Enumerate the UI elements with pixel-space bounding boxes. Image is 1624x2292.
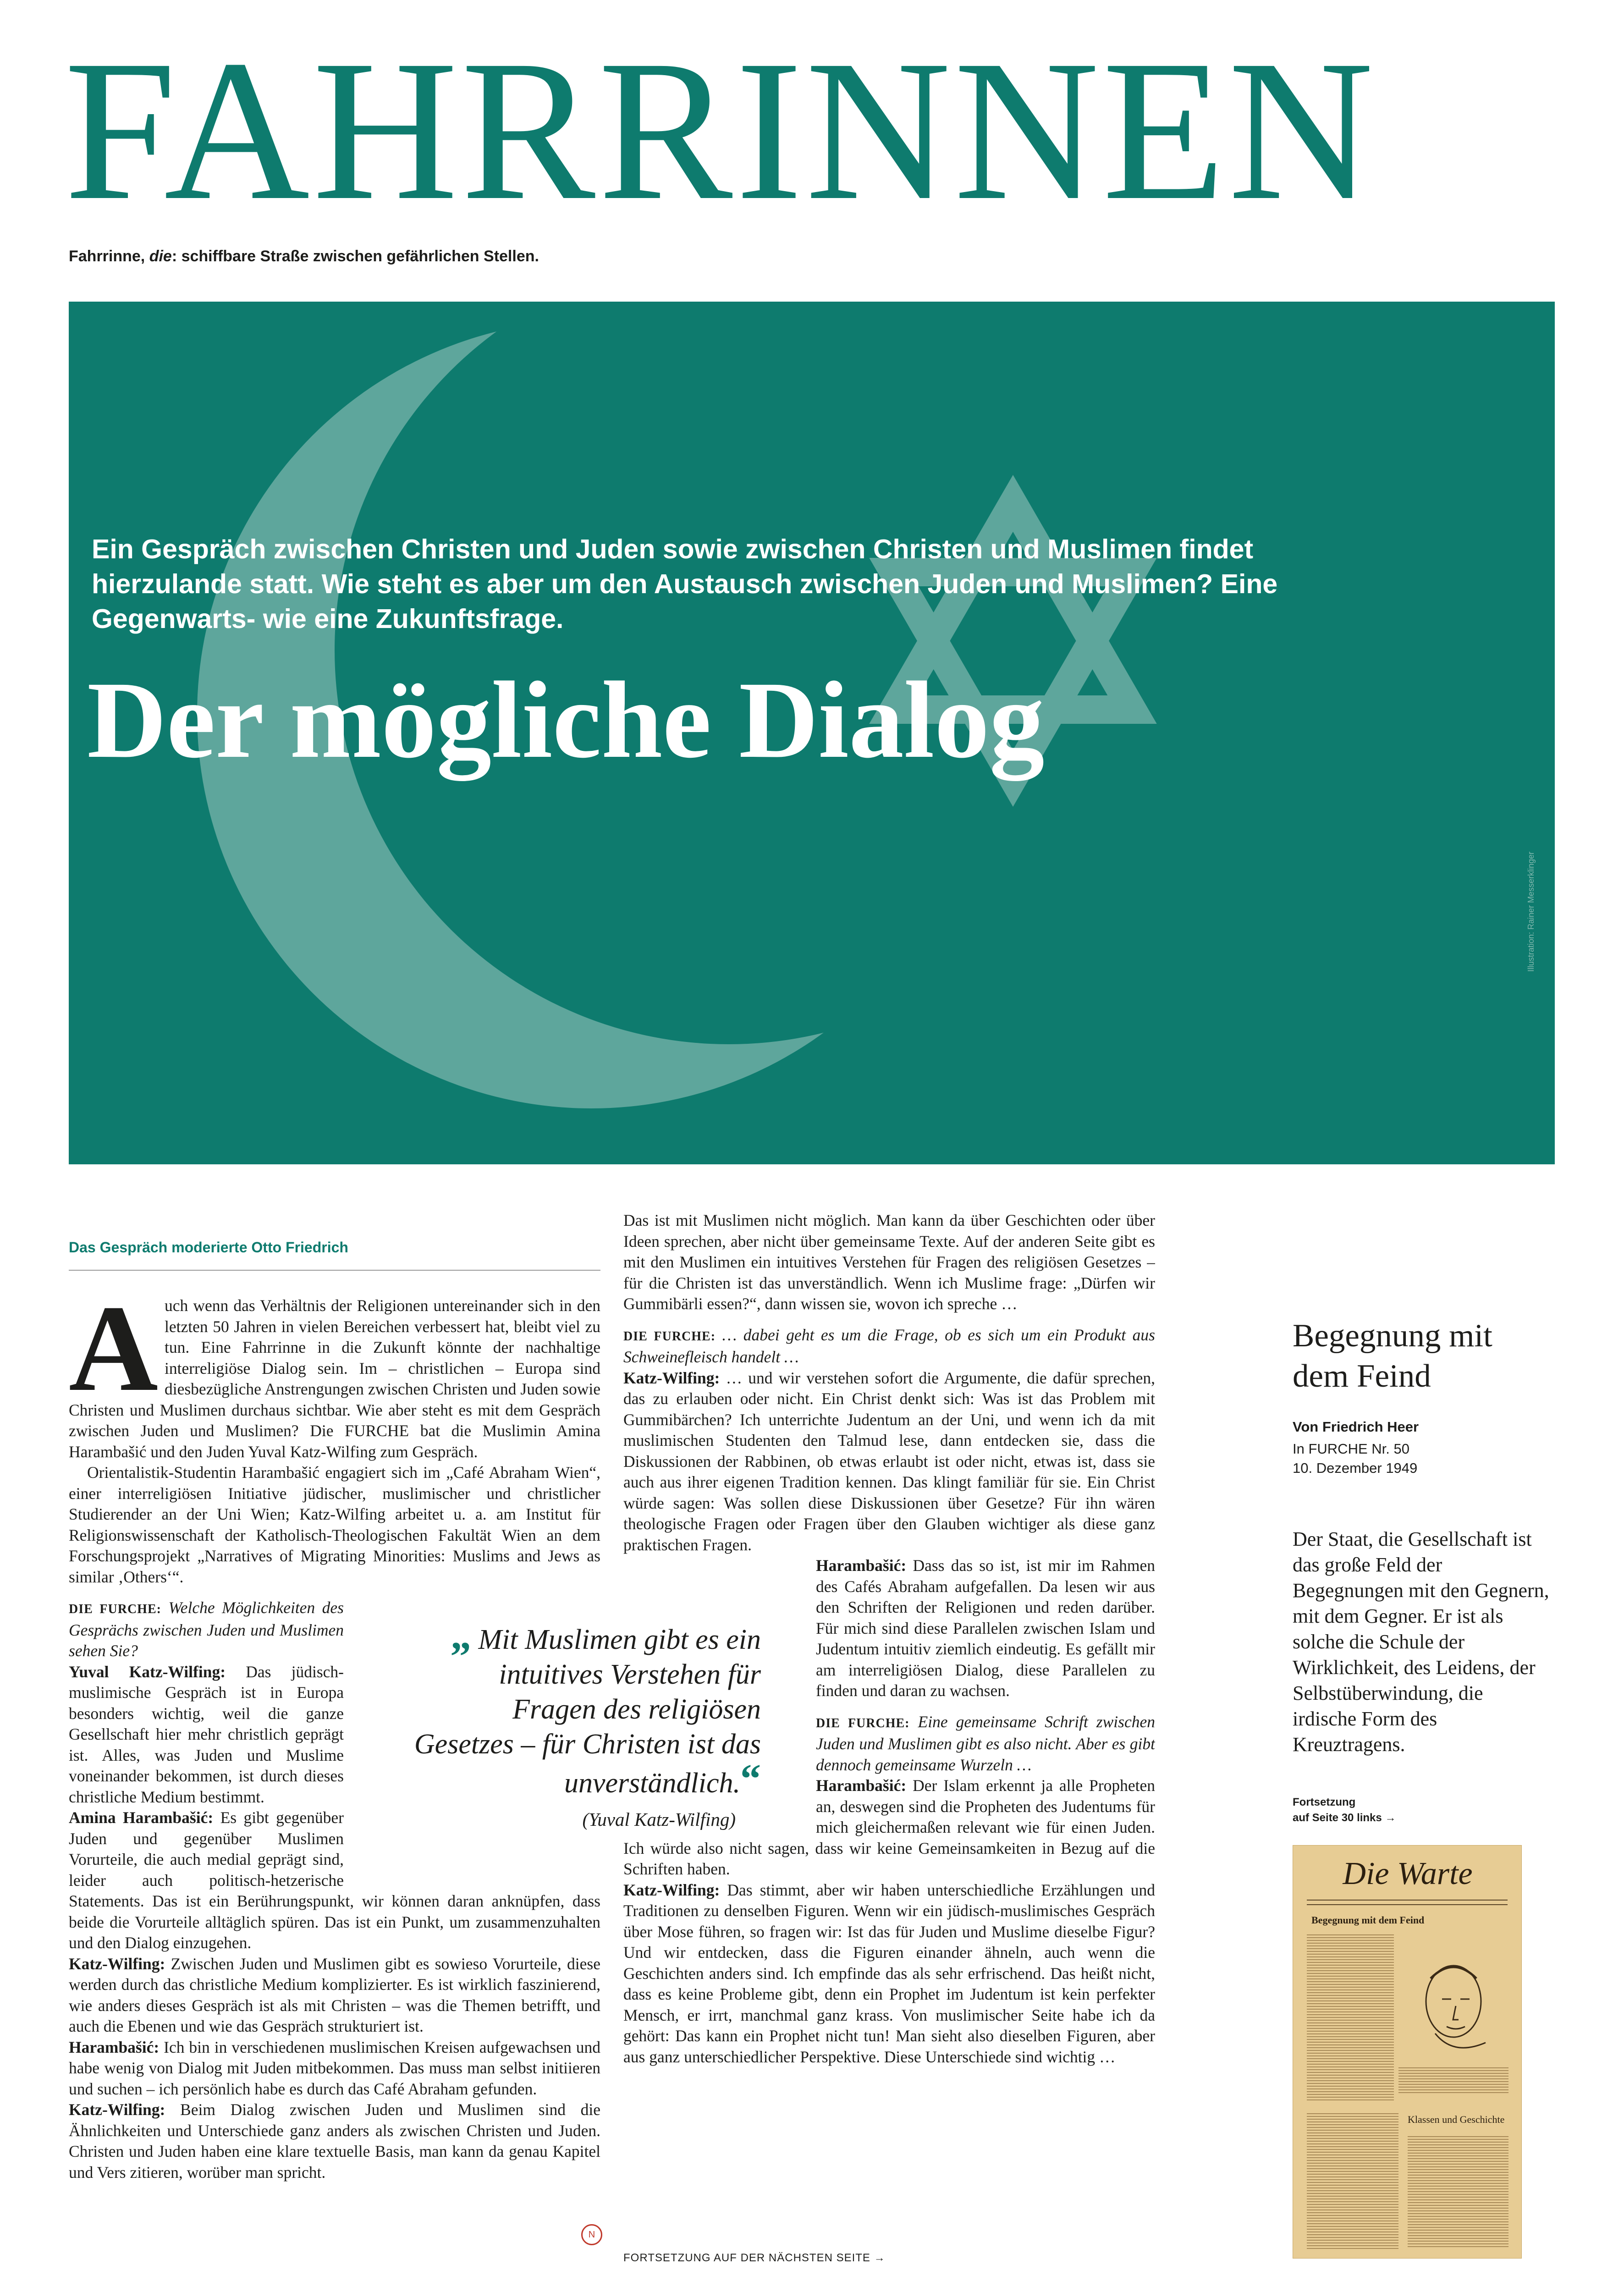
hero-lead: Ein Gespräch zwischen Christen und Juden sowie zwischen Christen und Muslimen findet hierzulande statt. Wie steht es aber um den Austausch zwischen Juden und Muslimen? Eine Gegenwarts- wie eine Zukunftsfrage. <box>92 534 1278 634</box>
sidebar-author: Von Friedrich Heer <box>1293 1419 1419 1435</box>
moderator-line: Das Gespräch moderierte Otto Friedrich <box>69 1239 348 1256</box>
article-column-1: Auch wenn das Verhältnis der Religionen untereinander sich in den letzten 50 Jahren in vielen Bereichen verbessert hat, bleibt viel zu tun. Eine Fahrrinne in die Zukunft könnte der nachhaltige interreligiöse Dialog sein. Im – christlichen – Europa sind diesbezügliche Anstrengungen zwischen Christen und Juden sowie Christen und Muslimen durchaus sichtbar. Wie aber steht es mit dem Gespräch zwischen Juden und Muslimen? Die FURCHE bat die Muslimin Amina Harambašić und den Juden Yuval Katz-Wilfing zum Gespräch. Orientalistik-Studentin Harambašić engagiert sich im „Café Abraham Wien“, einer interreligiösen Initiative jüdischer, muslimischer und christlicher Studierender an der Uni Wien; Katz-Wilfing arbeitet u. a. am Institut für Religionswissenschaft der Katholisch-Theologischen Fakultät Wien an dem Forschungsprojekt „Narratives of Migrating Minorities: Muslims and Jews as similar ‚Others‘“. DIE FURCHE: Welche Möglichkeiten des Gesprächs zwischen Juden und Muslimen sehen Sie? Yuval Katz-Wilfing: Das jüdisch-muslimische Gespräch ist in Europa besonders wichtig, weil die ganze Gesellschaft hier mehr christlich geprägt ist. Alles, was Juden und Muslime voneinander bekommen, ist durch dieses christliche Medium bestimmt. Amina Harambašić: Es gibt gegenüber Juden und gegenüber Muslimen Vorurteile, die auch medial geprägt sind, leider auch politisch-hetzerische Statements. Das ist ein Berührungspunkt, wir können daran anknüpfen, dass beide die Vorurteile alltäglich spüren. Das ist ein Punkt, um zusammenzuhalten und den Dialog einzugehen. Katz-Wilfing: Zwischen Juden und Muslimen gibt es sowieso Vorurteile, diese werden durch das christliche Medium komplizierter. Es ist wirklich faszinierend, wie anders dieses Gespräch ist als mit Christen – was die Themen betrifft, und auch die Ebenen und wie das Gespräch strukturiert ist. Harambašić: Ich bin in verschiedenen muslimischen Kreisen aufgewachsen und habe wenig von Dialog mit Juden mitbekommen. Das muss man selbst initiieren und suchen – ich persönlich habe es durch das Café Abraham gefunden. Katz-Wilfing: Beim Dialog zwischen Juden und Muslimen sind die Ähnlichkeiten und Unterschiede ganz anders als zwischen Christen und Juden. Christen und Juden haben eine klare textuelle Basis, man kann da genau Kapitel und Vers zitieren, worüber man spricht. <box>69 1295 600 2182</box>
question: DIE FURCHE: Welche Möglichkeiten des Gesprächs zwischen Juden und Muslimen sehen Sie? <box>69 1598 344 1660</box>
pull-quote: „ Mit Muslimen gibt es ein intuitives Verstehen für Fragen des religiösen Gesetzes – für Christen ist das unverständlich.“ <box>414 1613 761 1802</box>
portrait-sketch-icon <box>1398 1951 1504 2056</box>
masthead-title: FAHRRINNEN <box>64 19 1377 242</box>
question: DIE FURCHE: … dabei geht es um die Frage, ob es sich um ein Produkt aus Schweinefleisch handelt … <box>623 1325 1155 1366</box>
arrow-right-icon: → <box>1385 1812 1396 1824</box>
newspaper-facsimile <box>1293 1845 1522 2259</box>
arrow-right-icon: → <box>874 2252 886 2264</box>
article-column-2: Das ist mit Muslimen nicht möglich. Man kann da über Geschichten oder über Ideen sprechen, aber nicht über gemeinsame Texte. Auf der anderen Seite gibt es mit den Muslimen ein intuitives Verstehen für Fragen des religiösen Gesetzes – für die Christen ist das unverständlich. Wenn ich Muslime frage: „Dürfen wir Gummibärli essen?“, dann wissen sie, wovon ich spreche … DIE FURCHE: … dabei geht es um die Frage, ob es sich um ein Produkt aus Schweinefleisch handelt … Katz-Wilfing: … und wir verstehen sofort die Argumente, die dafür sprechen, das zu erlauben oder nicht. Ein Christ denkt sich: Was ist das Problem mit Gummibärchen? Ich unterrichte Judentum an der Uni, und wenn ich da mit muslimischen Studenten den Talmud lese, dann entdecken sie, dass die Diskussionen der Rabbinen, ob etwas erlaubt ist oder nicht, etwas ist, dass sie auch aus ihrer eigenen Tradition kennen. Das klingt familiär für sie. Ein Christ würde sagen: Was sollen diese Diskussionen über Gesetze? Für ihn wären theologische Fragen oder Fragen über den Glauben wichtiger als diese ganz praktischen Fragen. Harambašić: Dass das so ist, ist mir im Rahmen des Cafés Abraham aufgefallen. Da lesen wir aus den Schriften der Religionen und reden darüber. Für mich sind diese Parallelen zwischen Islam und Judentum intuitiv ziemlich eindeutig. Es gefällt mir am interreligiösen Dialog, diese Parallelen zu finden und daran zu wachsen. DIE FURCHE: Eine gemeinsame Schrift zwischen Juden und Muslimen gibt es also nicht. Aber es gibt dennoch gemeinsame Wurzeln … Harambašić: Der Islam erkennt ja alle Propheten an, deswegen sind die Propheten des Judentums für mich gleichermaßen relevant wie für einen Juden. Ich würde also nicht sagen, dass wir keine Gemeinsamkeiten in Bezug auf die Schriften haben. Katz-Wilfing: Das stimmt, aber wir haben unterschiedliche Erzählungen und Traditionen zu denselben Figuren. Wenn wir ein jüdisch-muslimisches Gespräch über Mose führen, so fragen wir: Ist das für Juden und Muslime dieselbe Figur? Und wir entdecken, dass die Figuren einander ähneln, auch wenn die Geschichten anders sind. Ich empfinde das als sehr erfrischend. Das heißt nicht, dass es keine Probleme gibt, denn ein Prophet im Judentum ist kein perfekter Mensch, er irrt, manchmal ganz krass. Von muslimischer Seite habe ich da gehört: Das kann ein Prophet nicht tun! Man sieht also dieselben Figuren, aber aus ganz unterschiedlicher Perspektive. Diese Unterschiede sind wichtig … <box>623 1211 1155 2066</box>
facsimile-subhead: Klassen und Geschichte <box>1408 2114 1505 2125</box>
drop-cap: A <box>69 1295 158 1417</box>
sidebar-continue-link[interactable]: Fortsetzung auf Seite 30 links → <box>1293 1796 1396 1824</box>
sidebar-quote: Der Staat, die Gesellschaft ist das große Feld der Begegnungen mit den Gegnern, mit dem Gegner. Er ist als solche die Schule der Wirklichkeit, des Leidens, der Selbstüberwindung, die irdische Form des Kreuztragens. <box>1293 1528 1549 1756</box>
facsimile-masthead: Die Warte <box>1343 1856 1473 1891</box>
sidebar-title: Begegnung mit dem Feind <box>1293 1318 1492 1394</box>
end-marker-icon: N <box>581 2224 602 2245</box>
question: DIE FURCHE: Eine gemeinsame Schrift zwischen Juden und Muslimen gibt es also nicht. Aber es gibt dennoch gemeinsame Wurzeln … <box>816 1712 1155 1774</box>
sidebar-meta: In FURCHE Nr. 50 10. Dezember 1949 <box>1293 1441 1418 1476</box>
divider <box>69 1270 600 1271</box>
facsimile-headline: Begegnung mit dem Feind <box>1311 1914 1425 1926</box>
headline: Der mögliche Dialog <box>87 659 1045 781</box>
continue-link[interactable]: FORTSETZUNG AUF DER NÄCHSTEN SEITE → <box>623 2252 886 2264</box>
illustration-credit: Illustration: Rainer Messerklinger <box>1526 851 1536 972</box>
masthead-tagline: Fahrrinne, die: schiffbare Straße zwischen gefährlichen Stellen. <box>69 248 539 265</box>
pull-quote-source: (Yuval Katz-Wilfing) <box>582 1809 736 1830</box>
